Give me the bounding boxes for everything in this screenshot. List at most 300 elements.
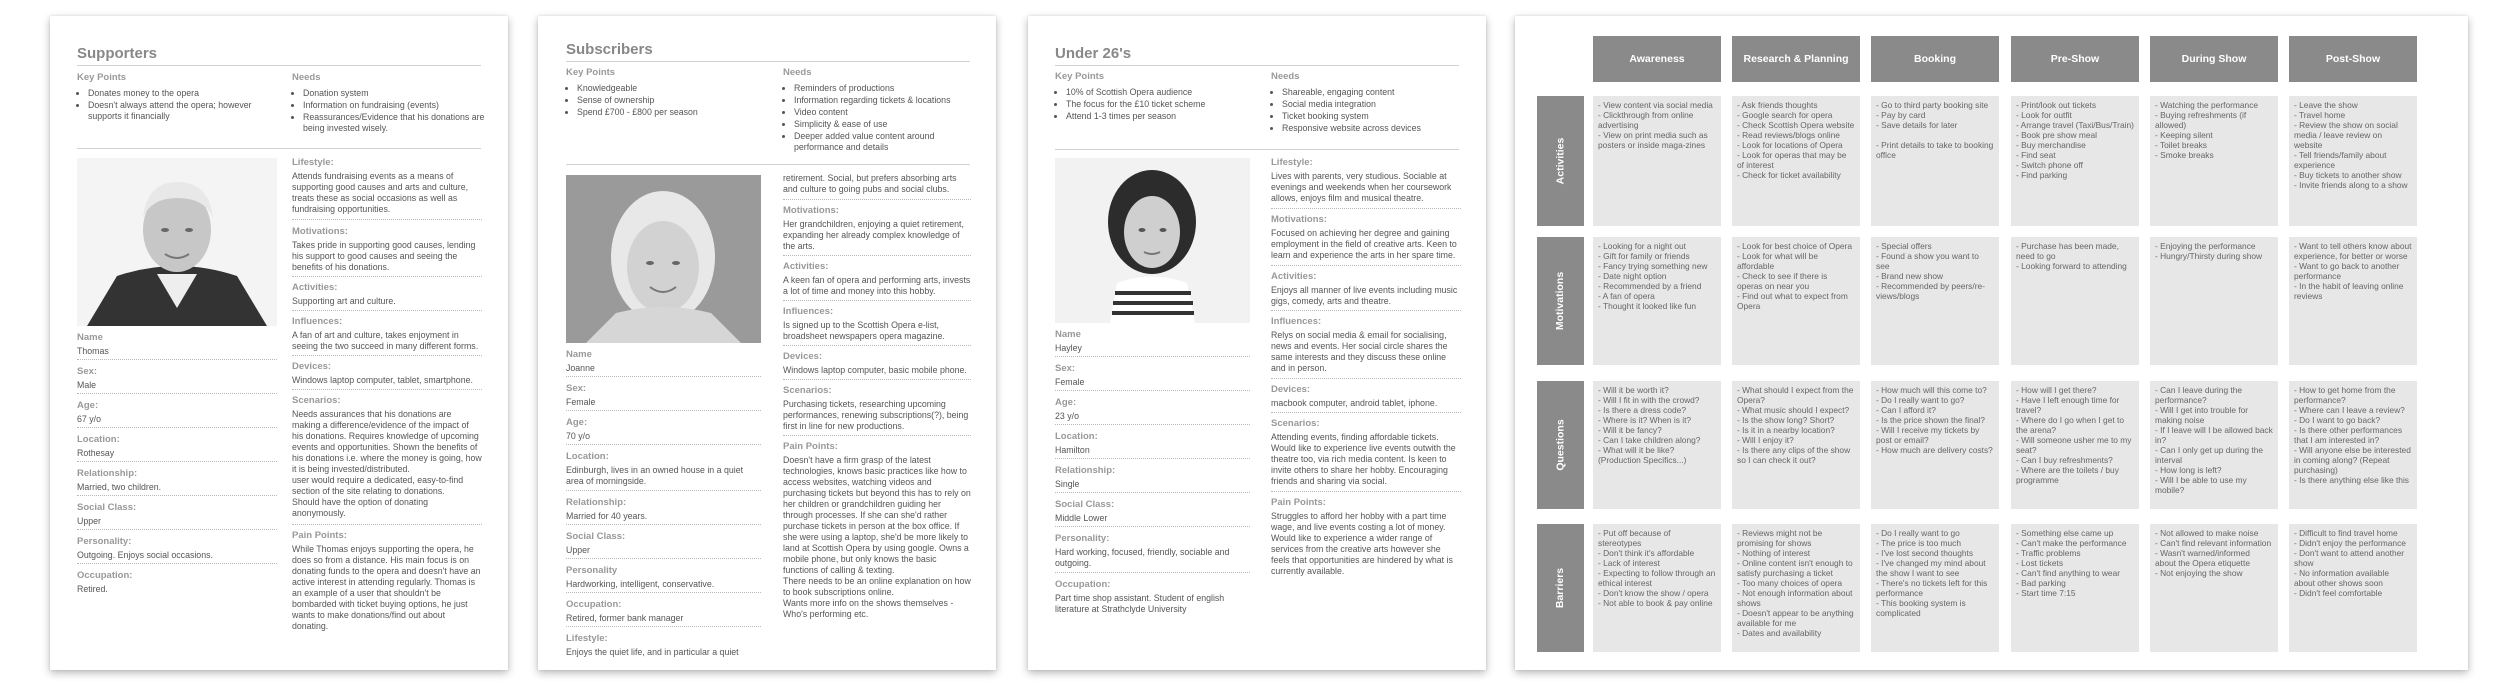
pain-points-text: Doesn't have a firm grasp of the latest technologies, knows basic practices like how to access websites, watching videos and purchasing tickets but beyond this has to rely on her children or grandchildren guiding her through processes. If she can she'd rather purchase tickets in person at the box office. If she were using a laptop, she'd be more likely to land at Scottish Opera by using google. Owns a mobile phone, but only knows the basic functions of calling & texting. There needs to be an online explanation on how to book subscriptions online. Wants more info on the shows themselves - Who's performing etc. bbox=[783, 455, 971, 619]
journey-cell-item: - Tell friends/family about experience bbox=[2294, 150, 2412, 170]
journey-cell-item: - Fancy trying something new bbox=[1598, 261, 1716, 271]
journey-cell bbox=[1593, 237, 1721, 365]
journey-cell-item: - Check to see if there is operas on near you bbox=[1737, 271, 1855, 291]
needs-list bbox=[1271, 87, 1472, 135]
journey-cell-item: - Where can I leave a review? bbox=[2294, 405, 2412, 415]
persona-title: Subscribers bbox=[566, 41, 653, 58]
journey-cell-list bbox=[2155, 385, 2273, 495]
journey-cell-item: - Clickthrough from online advertising bbox=[1598, 110, 1716, 130]
need-item: • Donation system bbox=[303, 88, 493, 99]
divider bbox=[566, 61, 970, 62]
divider bbox=[292, 276, 482, 277]
persona-relationship: Married for 40 years. bbox=[566, 511, 648, 521]
journey-cell bbox=[2289, 237, 2417, 365]
journey-cell-item: - Can I take children along? bbox=[1598, 435, 1716, 445]
journey-cell bbox=[1593, 96, 1721, 226]
journey-cell bbox=[1871, 237, 1999, 365]
stage-header: Awareness bbox=[1593, 36, 1721, 82]
key-point: • The focus for the £10 ticket scheme bbox=[1066, 99, 1261, 110]
scenarios-heading: Scenarios: bbox=[783, 385, 832, 396]
journey-cell-item: - Book pre show meal bbox=[2016, 130, 2134, 140]
journey-cell bbox=[2150, 524, 2278, 652]
motivations-heading: Motivations: bbox=[1271, 214, 1327, 225]
journey-cell-item: - Can I buy refreshments? bbox=[2016, 455, 2134, 465]
journey-cell-item: - Can I leave during the performance? bbox=[2155, 385, 2273, 405]
journey-cell-item: - Looking for a night out bbox=[1598, 241, 1716, 251]
needs-heading: Needs bbox=[1271, 71, 1300, 82]
journey-cell-item: - Wasn't warned/informed about the Opera etiquette bbox=[2155, 548, 2273, 568]
stage-header: Pre-Show bbox=[2011, 36, 2139, 82]
relationship-heading: Relationship: bbox=[1055, 465, 1116, 476]
journey-cell-list bbox=[2294, 100, 2412, 190]
sex-heading: Sex: bbox=[566, 383, 587, 394]
journey-cell-item: - Can I afford it? bbox=[1876, 405, 1994, 415]
journey-cell bbox=[1871, 96, 1999, 226]
journey-cell-item: - Start time 7:15 bbox=[2016, 588, 2134, 598]
journey-cell-item: - Do I really want to go bbox=[1876, 528, 1994, 538]
journey-cell bbox=[2289, 381, 2417, 509]
journey-cell-item: - Looking forward to attending bbox=[2016, 261, 2134, 271]
journey-cell-item: - Look for what will be affordable bbox=[1737, 251, 1855, 271]
devices-text: Windows laptop computer, tablet, smartphone. bbox=[292, 375, 473, 385]
divider bbox=[1271, 412, 1461, 413]
journey-cell-item: - Recommended by a friend bbox=[1598, 281, 1716, 291]
journey-cell-item: - Check Scottish Opera website bbox=[1737, 120, 1855, 130]
journey-cell bbox=[2150, 381, 2278, 509]
persona-social-class: Upper bbox=[77, 516, 101, 526]
pain-points-heading: Pain Points: bbox=[1271, 497, 1326, 508]
journey-cell bbox=[1732, 237, 1860, 365]
influences-heading: Influences: bbox=[783, 306, 834, 317]
persona-age: 67 y/o bbox=[77, 414, 101, 424]
divider bbox=[292, 389, 482, 390]
journey-cell-item: - Will anyone else be interested in coming along? (Repeat purchasing) bbox=[2294, 445, 2412, 475]
journey-cell-item: - Didn't feel comfortable bbox=[2294, 588, 2412, 598]
journey-cell-item: - How much will this come to? bbox=[1876, 385, 1994, 395]
journey-cell-item: - What music should I expect? bbox=[1737, 405, 1855, 415]
journey-cell-item: - View on print media such as posters or inside maga-zines bbox=[1598, 130, 1716, 150]
scenarios-text: Needs assurances that his donations are making a difference/evidence of the impact of his donations. Requires knowledge of upcoming events and opportunities. Shown the benefits of his donations i.e. where the money is going, how it is being invested/distributed. user would require a dedicated, easy-to-find section of the site relating to donations. Should have the option of donating anonymously. bbox=[292, 409, 482, 518]
divider bbox=[783, 255, 971, 256]
journey-cell bbox=[2011, 96, 2139, 226]
journey-cell bbox=[1871, 524, 1999, 652]
journey-cell-item: - Have I left enough time for travel? bbox=[2016, 395, 2134, 415]
personality-heading: Personality bbox=[566, 565, 618, 576]
persona-occupation: Retired. bbox=[77, 584, 108, 594]
journey-cell-item: - Found a show you want to see bbox=[1876, 251, 1994, 271]
divider bbox=[292, 355, 482, 356]
pain-points-text: Struggles to afford her hobby with a part time wage, and live events costing a lot of money. Would like to experience a wider range of services from the creative arts however she feels that opportunities are hindered by what is currently available. bbox=[1271, 511, 1453, 576]
persona-name: Thomas bbox=[77, 346, 109, 356]
journey-cell-item: - Will I enjoy it? bbox=[1737, 435, 1855, 445]
motivations-text: Takes pride in supporting good causes, lending his support to good causes and seeing the benefits of his donations. bbox=[292, 240, 476, 272]
divider bbox=[1055, 149, 1459, 150]
journey-cell-item: - Find out what to expect from Opera bbox=[1737, 291, 1855, 311]
stage-header: Post-Show bbox=[2289, 36, 2417, 82]
journey-cell-item: - Don't want to attend another show bbox=[2294, 548, 2412, 568]
journey-cell bbox=[2150, 237, 2278, 365]
need-item: • Deeper added value content around performance and details bbox=[794, 131, 982, 153]
journey-cell-item: - Where do I go when I get to the arena? bbox=[2016, 415, 2134, 435]
divider bbox=[1055, 424, 1250, 425]
pain-points-heading: Pain Points: bbox=[292, 530, 347, 541]
row-label: Questions bbox=[1554, 419, 1567, 471]
journey-cell-item: - Will it be fancy? bbox=[1598, 425, 1716, 435]
journey-cell-item: - Do I really want to go? bbox=[1876, 395, 1994, 405]
divider bbox=[1055, 65, 1459, 66]
journey-cell-item: - What should I expect from the Opera? bbox=[1737, 385, 1855, 405]
divider bbox=[566, 444, 761, 445]
divider bbox=[292, 524, 482, 525]
divider bbox=[1055, 526, 1250, 527]
persona-personality: Outgoing. Enjoys social occasions. bbox=[77, 550, 213, 560]
location-heading: Location: bbox=[1055, 431, 1098, 442]
devices-heading: Devices: bbox=[292, 361, 332, 372]
divider bbox=[566, 592, 761, 593]
journey-cell-item: - Go to third party booking site bbox=[1876, 100, 1994, 110]
persona-photo-thomas bbox=[77, 158, 277, 326]
journey-cell-item: - Leave the show bbox=[2294, 100, 2412, 110]
motivations-text: Her grandchildren, enjoying a quiet retirement, expanding her already complex knowledge of the arts. bbox=[783, 219, 964, 251]
occupation-heading: Occupation: bbox=[566, 599, 622, 610]
journey-cell-item: - Look for operas that may be of interest bbox=[1737, 150, 1855, 170]
activities-heading: Activities: bbox=[783, 261, 829, 272]
lifestyle-heading: Lifestyle: bbox=[292, 157, 334, 168]
need-item: • Responsive website across devices bbox=[1282, 123, 1472, 134]
divider bbox=[783, 379, 971, 380]
age-heading: Age: bbox=[566, 417, 588, 428]
persona-location: Hamilton bbox=[1055, 445, 1090, 455]
journey-cell-item: - Will I get into trouble for making noise bbox=[2155, 405, 2273, 425]
journey-cell-item: - Lost tickets bbox=[2016, 558, 2134, 568]
divider bbox=[1055, 492, 1250, 493]
journey-cell-list bbox=[2016, 241, 2134, 271]
influences-heading: Influences: bbox=[292, 316, 343, 327]
need-item: • Information on fundraising (events) bbox=[303, 100, 493, 111]
lifestyle-heading: Lifestyle: bbox=[566, 633, 608, 644]
divider bbox=[77, 495, 277, 496]
divider bbox=[566, 524, 761, 525]
journey-cell-item: - Online content isn't enough to satisfy purchasing a ticket bbox=[1737, 558, 1855, 578]
journey-cell-item: - Where are the toilets / buy programme bbox=[2016, 465, 2134, 485]
journey-cell-item: - Where is it? When is it? bbox=[1598, 415, 1716, 425]
journey-cell-list bbox=[1598, 241, 1716, 311]
divider bbox=[77, 563, 277, 564]
divider bbox=[783, 435, 971, 436]
journey-row-header bbox=[1537, 237, 1584, 365]
row-label: Activities bbox=[1554, 137, 1567, 185]
journey-cell-item: - Not allowed to make noise bbox=[2155, 528, 2273, 538]
divider bbox=[1055, 390, 1250, 391]
lifestyle-text: Enjoys the quiet life, and in particular a quiet bbox=[566, 647, 739, 657]
journey-cell-item: - Check for ticket availability bbox=[1737, 170, 1855, 180]
persona-personality: Hard working, focused, friendly, sociable and outgoing. bbox=[1055, 547, 1230, 568]
divider bbox=[1055, 572, 1250, 573]
divider bbox=[566, 164, 970, 165]
journey-cell-item: - I've changed my mind about the show I want to see bbox=[1876, 558, 1994, 578]
need-item: • Simplicity & ease of use bbox=[794, 119, 982, 130]
divider bbox=[1271, 310, 1461, 311]
journey-cell-item: - What will it be like? (Production Specifics...) bbox=[1598, 445, 1716, 465]
location-heading: Location: bbox=[566, 451, 609, 462]
journey-cell-item: - Didn't enjoy the performance bbox=[2294, 538, 2412, 548]
journey-cell-item: - Traffic problems bbox=[2016, 548, 2134, 558]
need-item: • Social media integration bbox=[1282, 99, 1472, 110]
journey-cell-item: - Too many choices of opera bbox=[1737, 578, 1855, 588]
journey-cell-item: - Recommended by peers/re-views/blogs bbox=[1876, 281, 1994, 301]
divider bbox=[1055, 458, 1250, 459]
divider bbox=[566, 376, 761, 377]
journey-cell-list bbox=[1737, 385, 1855, 465]
personality-heading: Personality: bbox=[1055, 533, 1110, 544]
journey-cell-list bbox=[2294, 528, 2412, 598]
journey-cell-item: - Will I fit in with the crowd? bbox=[1598, 395, 1716, 405]
journey-cell-list bbox=[1737, 528, 1855, 638]
key-point: • Doesn't always attend the opera; however supports it financially bbox=[88, 100, 283, 122]
pain-points-heading: Pain Points: bbox=[783, 441, 838, 452]
stage-header: During Show bbox=[2150, 36, 2278, 82]
journey-cell-item: - Is the price shown the final? bbox=[1876, 415, 1994, 425]
devices-heading: Devices: bbox=[1271, 384, 1311, 395]
motivations-heading: Motivations: bbox=[292, 226, 348, 237]
stage-header: Research & Planning bbox=[1732, 36, 1860, 82]
journey-cell-item: - Travel home bbox=[2294, 110, 2412, 120]
key-points-heading: Key Points bbox=[1055, 71, 1105, 82]
journey-cell-item: - How long is left? bbox=[2155, 465, 2273, 475]
persona-sex: Female bbox=[1055, 377, 1085, 387]
journey-cell-list bbox=[1598, 528, 1716, 608]
motivations-text: Focused on achieving her degree and gaining employment in the field of creative arts. Keen to learn and experience the arts in her spare time. bbox=[1271, 228, 1457, 260]
persona-relationship: Single bbox=[1055, 479, 1080, 489]
divider bbox=[77, 65, 481, 66]
journey-cell-item: - Buy merchandise bbox=[2016, 140, 2134, 150]
journey-cell-item: - If I leave will I be allowed back in? bbox=[2155, 425, 2273, 445]
journey-cell-item: - How much are delivery costs? bbox=[1876, 445, 1994, 455]
influences-heading: Influences: bbox=[1271, 316, 1322, 327]
occupation-heading: Occupation: bbox=[77, 570, 133, 581]
journey-cell bbox=[1593, 524, 1721, 652]
journey-cell-item: - Lack of interest bbox=[1598, 558, 1716, 568]
persona-location: Edinburgh, lives in an owned house in a quiet area of morningside. bbox=[566, 465, 744, 486]
journey-row-header bbox=[1537, 96, 1584, 226]
journey-cell-list bbox=[1737, 241, 1855, 311]
age-heading: Age: bbox=[1055, 397, 1077, 408]
journey-cell-item: - Keeping silent bbox=[2155, 130, 2273, 140]
persona-title: Supporters bbox=[77, 45, 158, 62]
age-heading: Age: bbox=[77, 400, 99, 411]
journey-cell-item: - Find seat bbox=[2016, 150, 2134, 160]
personality-heading: Personality: bbox=[77, 536, 132, 547]
journey-cell-item: - Something else came up bbox=[2016, 528, 2134, 538]
journey-cell-item: - How to get home from the performance? bbox=[2294, 385, 2412, 405]
needs-heading: Needs bbox=[783, 67, 812, 78]
influences-text: Relys on social media & email for socialising, news and events. Her social circle shares the same interests and they discuss these online and in person. bbox=[1271, 330, 1448, 373]
journey-cell-item: - Look for outfit bbox=[2016, 110, 2134, 120]
journey-cell bbox=[1593, 381, 1721, 509]
journey-cell-item: - Want to tell others know about experience, for better or worse bbox=[2294, 241, 2412, 261]
persona-age: 23 y/o bbox=[1055, 411, 1079, 421]
key-point: • 10% of Scottish Opera audience bbox=[1066, 87, 1261, 98]
journey-cell-list bbox=[2155, 528, 2273, 578]
journey-cell-item: - View content via social media bbox=[1598, 100, 1716, 110]
journey-cell-item: - Save details for later bbox=[1876, 120, 1994, 130]
persona-photo-hayley bbox=[1055, 158, 1250, 323]
journey-cell-item: - Is there any clips of the show so I can check it out? bbox=[1737, 445, 1855, 465]
need-item: • Information regarding tickets & locations bbox=[794, 95, 982, 106]
need-item: • Reassurances/Evidence that his donations are being invested wisely. bbox=[303, 112, 493, 134]
row-label: Motivations bbox=[1554, 271, 1567, 331]
journey-cell-item: - Can't find relevant information bbox=[2155, 538, 2273, 548]
journey-cell-item: - Find parking bbox=[2016, 170, 2134, 180]
need-item: • Reminders of productions bbox=[794, 83, 982, 94]
journey-cell-item: - Google search for opera bbox=[1737, 110, 1855, 120]
journey-cell-item: - Will I be able to use my mobile? bbox=[2155, 475, 2273, 495]
scenarios-text: Attending events, finding affordable tickets. Would like to experience live events outwith the theatre too, via rich media content. Is keen to invite others to share her hobby. Encouraging friends and sharing via social. bbox=[1271, 432, 1456, 486]
journey-cell-item: - Thought it looked like fun bbox=[1598, 301, 1716, 311]
journey-cell-item: - Want to go back to another performance bbox=[2294, 261, 2412, 281]
journey-cell bbox=[2011, 237, 2139, 365]
row-label: Barriers bbox=[1554, 567, 1567, 609]
journey-row-header bbox=[1537, 381, 1584, 509]
journey-cell-list bbox=[1876, 528, 1994, 618]
journey-cell-list bbox=[1876, 385, 1994, 455]
occupation-heading: Occupation: bbox=[1055, 579, 1111, 590]
journey-cell-item: - A fan of opera bbox=[1598, 291, 1716, 301]
journey-cell-item: - Hungry/Thirsty during show bbox=[2155, 251, 2273, 261]
devices-text: macbook computer, android tablet, iphone. bbox=[1271, 398, 1438, 408]
divider bbox=[1271, 491, 1461, 492]
stage-header: Booking bbox=[1871, 36, 1999, 82]
journey-cell-item: - Invite friends along to a show bbox=[2294, 180, 2412, 190]
journey-cell-item: - Can't find anything to wear bbox=[2016, 568, 2134, 578]
journey-cell bbox=[1732, 524, 1860, 652]
journey-cell-item: - Look for best choice of Opera bbox=[1737, 241, 1855, 251]
divider bbox=[77, 359, 277, 360]
divider bbox=[1271, 208, 1461, 209]
portrait-image bbox=[77, 158, 277, 326]
influences-text: A fan of art and culture, takes enjoyment in seeing the two succeed in many different forms. bbox=[292, 330, 479, 351]
divider bbox=[783, 300, 971, 301]
journey-cell-item: - Will someone usher me to my seat? bbox=[2016, 435, 2134, 455]
divider bbox=[292, 310, 482, 311]
divider bbox=[566, 626, 761, 627]
need-item: • Video content bbox=[794, 107, 982, 118]
motivations-heading: Motivations: bbox=[783, 205, 839, 216]
journey-cell-item: - I've lost second thoughts bbox=[1876, 548, 1994, 558]
divider bbox=[566, 490, 761, 491]
journey-cell-list bbox=[1737, 100, 1855, 180]
divider bbox=[77, 461, 277, 462]
journey-cell-item: - Is there anything else like this bbox=[2294, 475, 2412, 485]
journey-cell-item: - Dates and availability bbox=[1737, 628, 1855, 638]
persona-personality: Hardworking, intelligent, conservative. bbox=[566, 579, 715, 589]
key-point: • Attend 1-3 times per season bbox=[1066, 111, 1261, 122]
divider bbox=[566, 558, 761, 559]
devices-heading: Devices: bbox=[783, 351, 823, 362]
scenarios-text: Purchasing tickets, researching upcoming performances, renewing subscriptions(?), being first in line for new productions. bbox=[783, 399, 969, 431]
divider bbox=[783, 345, 971, 346]
journey-cell-item: - Don't think it's affordable bbox=[1598, 548, 1716, 558]
key-point: • Sense of ownership bbox=[577, 95, 767, 106]
portrait-image bbox=[566, 175, 761, 343]
journey-cell-list bbox=[2294, 385, 2412, 485]
journey-cell-item: - Review the show on social media / leave review on website bbox=[2294, 120, 2412, 150]
lifestyle-text: Attends fundraising events as a means of supporting good causes and arts and culture, treats these as social occasions as well as fundraising opportunities. bbox=[292, 171, 469, 214]
journey-cell-list bbox=[2016, 100, 2134, 180]
key-points-heading: Key Points bbox=[566, 67, 616, 78]
journey-cell-item: - Ask friends thoughts bbox=[1737, 100, 1855, 110]
divider bbox=[77, 427, 277, 428]
journey-cell-item: - Smoke breaks bbox=[2155, 150, 2273, 160]
sex-heading: Sex: bbox=[77, 366, 98, 377]
journey-cell-item: - Special offers bbox=[1876, 241, 1994, 251]
needs-list bbox=[783, 83, 982, 154]
relationship-heading: Relationship: bbox=[566, 497, 627, 508]
divider bbox=[1055, 356, 1250, 357]
journey-cell-item: - Reviews might not be promising for shows bbox=[1737, 528, 1855, 548]
journey-cell-item: - How will I get there? bbox=[2016, 385, 2134, 395]
journey-cell-list bbox=[2155, 100, 2273, 160]
divider bbox=[566, 410, 761, 411]
lifestyle-text-continued: retirement. Social, but prefers absorbing arts and culture to going pubs and social clubs. bbox=[783, 173, 957, 194]
journey-cell-item: - Purchase has been made, need to go bbox=[2016, 241, 2134, 261]
lifestyle-heading: Lifestyle: bbox=[1271, 157, 1313, 168]
journey-cell-item: - Not enough information about shows bbox=[1737, 588, 1855, 608]
journey-cell-list bbox=[2155, 241, 2273, 261]
devices-text: Windows laptop computer, basic mobile phone. bbox=[783, 365, 967, 375]
journey-cell-item: - Look for locations of Opera bbox=[1737, 140, 1855, 150]
journey-row-header bbox=[1537, 524, 1584, 652]
pain-points-text: While Thomas enjoys supporting the opera, he does so from a distance. His main focus is on donating funds to the opera and doesn't have an active interest in attending regularly. Thomas is an example of a user that shouldn't be bombarded with ticket buying options, he just wants to make donations/find out about donating. bbox=[292, 544, 481, 631]
sex-heading: Sex: bbox=[1055, 363, 1076, 374]
scenarios-heading: Scenarios: bbox=[292, 395, 341, 406]
key-point: • Spend £700 - £800 per season bbox=[577, 107, 767, 118]
journey-map-page bbox=[1515, 16, 2468, 670]
persona-age: 70 y/o bbox=[566, 431, 590, 441]
activities-heading: Activities: bbox=[1271, 271, 1317, 282]
journey-cell-item: - Put off because of stereotypes bbox=[1598, 528, 1716, 548]
divider bbox=[77, 393, 277, 394]
journey-cell-item: - Brand new show bbox=[1876, 271, 1994, 281]
persona-title: Under 26's bbox=[1055, 45, 1132, 62]
journey-cell-item: - This booking system is complicated bbox=[1876, 598, 1994, 618]
journey-cell-item: - Is it in a nearby location? bbox=[1737, 425, 1855, 435]
persona-page-subscribers bbox=[538, 16, 996, 670]
journey-cell-item: - Bad parking bbox=[2016, 578, 2134, 588]
journey-cell-item: - Will I receive my tickets by post or email? bbox=[1876, 425, 1994, 445]
persona-page-supporters bbox=[50, 16, 508, 670]
journey-cell-item: - Print/look out tickets bbox=[2016, 100, 2134, 110]
divider bbox=[1271, 378, 1461, 379]
portrait-image bbox=[1055, 158, 1250, 323]
key-point: • Knowledgeable bbox=[577, 83, 767, 94]
divider bbox=[292, 219, 482, 220]
key-points-list bbox=[77, 88, 283, 123]
journey-cell-item: - Buying refreshments (if allowed) bbox=[2155, 110, 2273, 130]
journey-cell bbox=[2011, 524, 2139, 652]
persona-occupation: Retired, former bank manager bbox=[566, 613, 684, 623]
journey-cell-list bbox=[2016, 528, 2134, 598]
persona-photo-joanne bbox=[566, 175, 761, 343]
journey-cell-list bbox=[1598, 385, 1716, 465]
journey-cell-item: - Can I only get up during the interval bbox=[2155, 445, 2273, 465]
need-item: • Shareable, engaging content bbox=[1282, 87, 1472, 98]
activities-text: Enjoys all manner of live events including music gigs, comedy, arts and theatre. bbox=[1271, 285, 1458, 306]
key-point: • Donates money to the opera bbox=[88, 88, 283, 99]
lifestyle-text: Lives with parents, very studious. Sociable at evenings and weekends when her coursework allows, enjoys film and musical theatre. bbox=[1271, 171, 1452, 203]
need-item: • Ticket booking system bbox=[1282, 111, 1472, 122]
journey-cell-item: - In the habit of leaving online reviews bbox=[2294, 281, 2412, 301]
